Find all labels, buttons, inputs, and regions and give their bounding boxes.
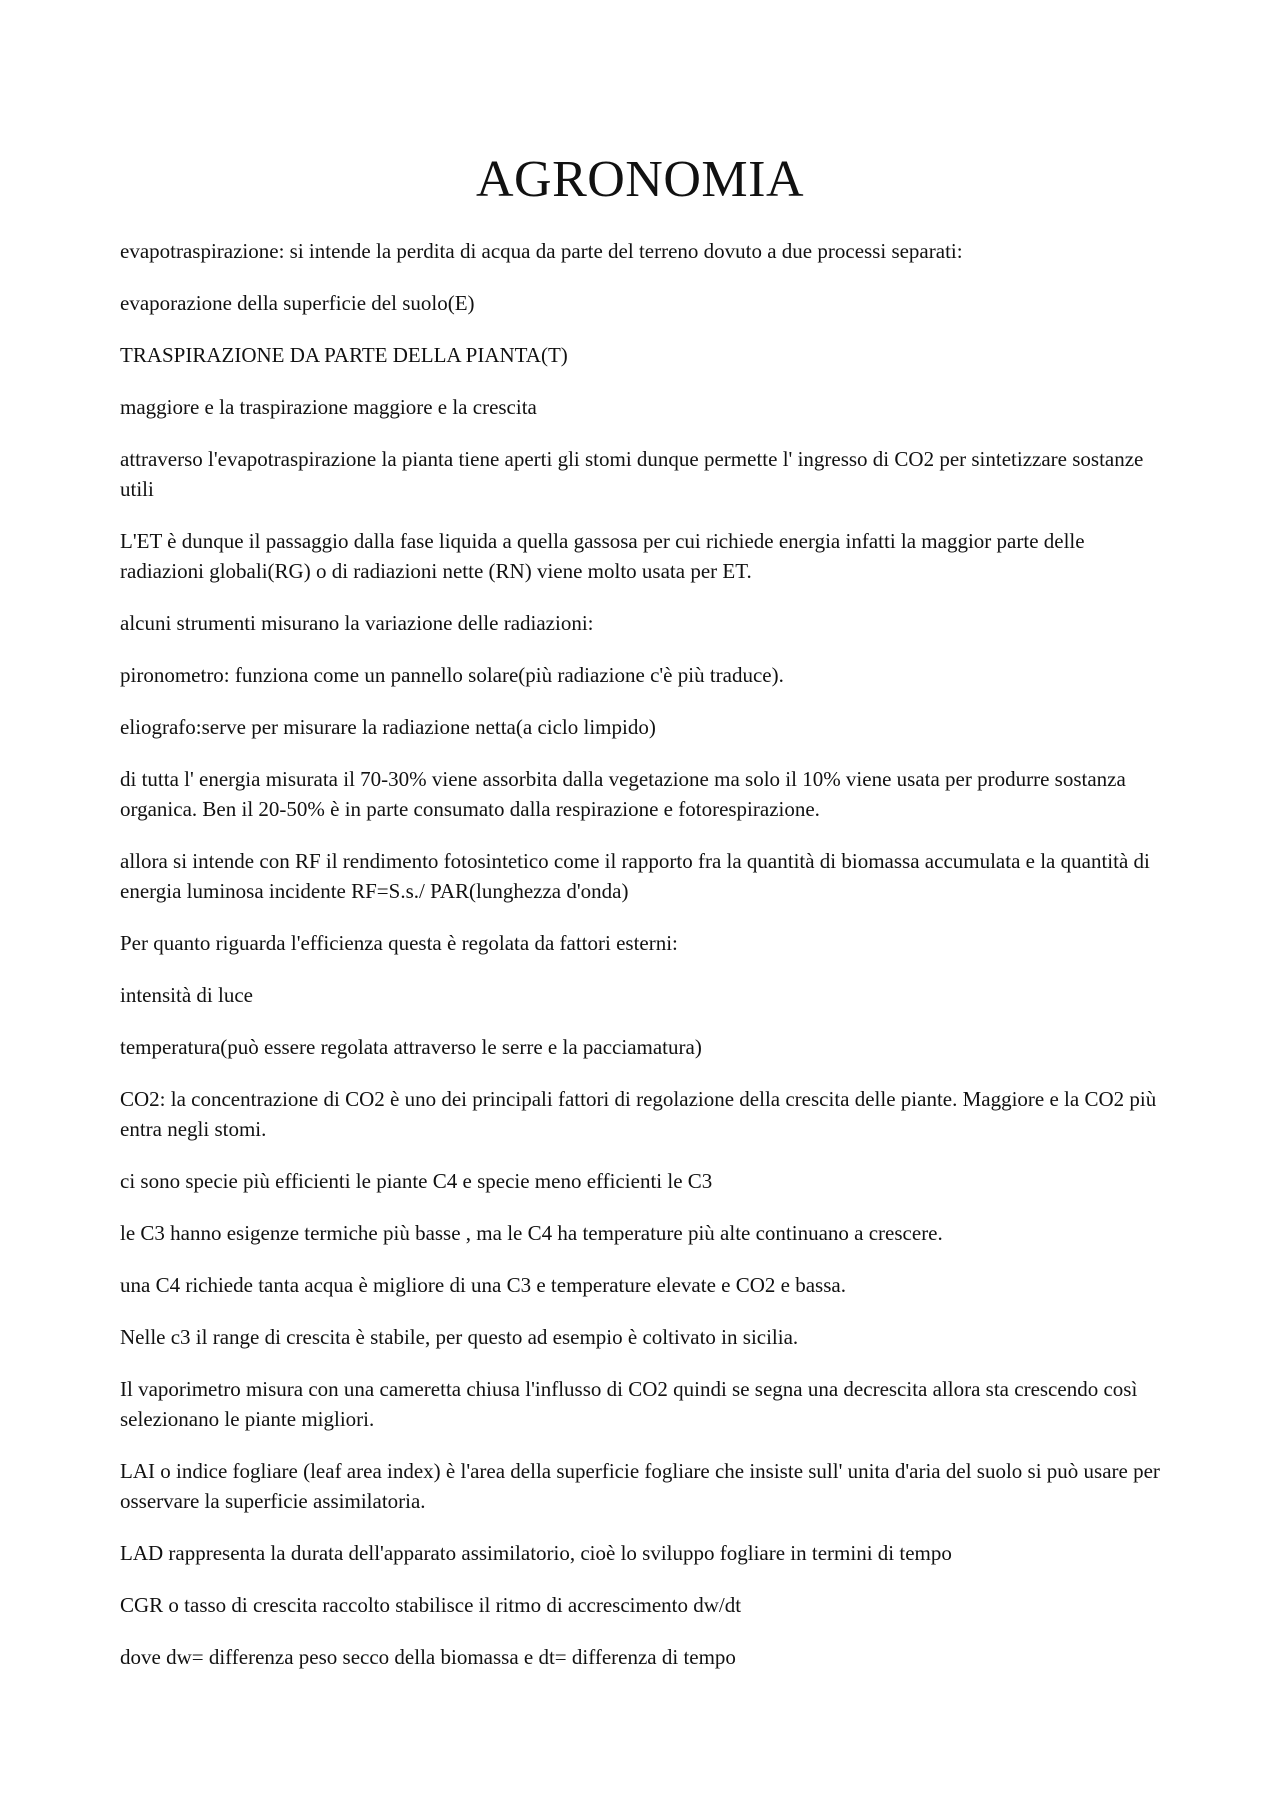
paragraph: Nelle c3 il range di crescita è stabile, per questo ad esempio è coltivato in sicilia. (120, 1325, 799, 1349)
paragraph: evapotraspirazione: si intende la perdita di acqua da parte del terreno dovuto a due processi separati: (120, 239, 963, 263)
paragraph: pironometro: funziona come un pannello solare(più radiazione c'è più traduce). (120, 663, 784, 687)
paragraph: LAI o indice fogliare (leaf area index) è l'area della superficie fogliare che insiste sull' unita d'aria del suolo si può usare per osservare la superficie assimilatoria. (120, 1459, 1160, 1513)
paragraph: evaporazione della superficie del suolo(E) (120, 291, 475, 315)
paragraph: Per quanto riguarda l'efficienza questa è regolata da fattori esterni: (120, 931, 678, 955)
paragraph: le C3 hanno esigenze termiche più basse , ma le C4 ha temperature più alte continuano a crescere. (120, 1221, 943, 1245)
paragraph: ci sono specie più efficienti le piante C4 e specie meno efficienti le C3 (120, 1169, 713, 1193)
paragraph: L'ET è dunque il passaggio dalla fase liquida a quella gassosa per cui richiede energia infatti la maggior parte delle radiazioni globali(RG) o di radiazioni nette (RN) viene molto usata per ET. (120, 529, 1085, 583)
paragraph: maggiore e la traspirazione maggiore e la crescita (120, 395, 537, 419)
paragraph: di tutta l' energia misurata il 70-30% viene assorbita dalla vegetazione ma solo il 10% viene usata per produrre sostanza organica. Ben il 20-50% è in parte consumato dalla respirazione e fotorespirazione. (120, 767, 1126, 821)
paragraph: allora si intende con RF il rendimento fotosintetico come il rapporto fra la quantità di biomassa accumulata e la quantità di energia luminosa incidente RF=S.s./ PAR(lunghezza d'onda) (120, 849, 1150, 903)
paragraph: una C4 richiede tanta acqua è migliore di una C3 e temperature elevate e CO2 e bassa. (120, 1273, 846, 1297)
paragraph: TRASPIRAZIONE DA PARTE DELLA PIANTA(T) (120, 343, 568, 367)
paragraph: attraverso l'evapotraspirazione la pianta tiene aperti gli stomi dunque permette l' ingresso di CO2 per sintetizzare sostanze utili (120, 447, 1144, 501)
paragraph: Il vaporimetro misura con una cameretta chiusa l'influsso di CO2 quindi se segna una decrescita allora sta crescendo così selezionano le piante migliori. (120, 1377, 1138, 1431)
document-title: AGRONOMIA (475, 151, 805, 208)
paragraph: dove dw= differenza peso secco della biomassa e dt= differenza di tempo (120, 1645, 736, 1669)
paragraph: intensità di luce (120, 983, 253, 1007)
paragraph: alcuni strumenti misurano la variazione delle radiazioni: (120, 611, 594, 635)
paragraph: LAD rappresenta la durata dell'apparato assimilatorio, cioè lo sviluppo fogliare in termini di tempo (120, 1541, 952, 1565)
paragraph: temperatura(può essere regolata attraverso le serre e la pacciamatura) (120, 1035, 702, 1059)
paragraph: CO2: la concentrazione di CO2 è uno dei principali fattori di regolazione della crescita delle piante. Maggiore e la CO2 più entra negli stomi. (120, 1087, 1157, 1141)
paragraph: eliografo:serve per misurare la radiazione netta(a ciclo limpido) (120, 715, 656, 739)
document-body (120, 236, 1170, 1694)
paragraph: CGR o tasso di crescita raccolto stabilisce il ritmo di accrescimento dw/dt (120, 1593, 742, 1617)
